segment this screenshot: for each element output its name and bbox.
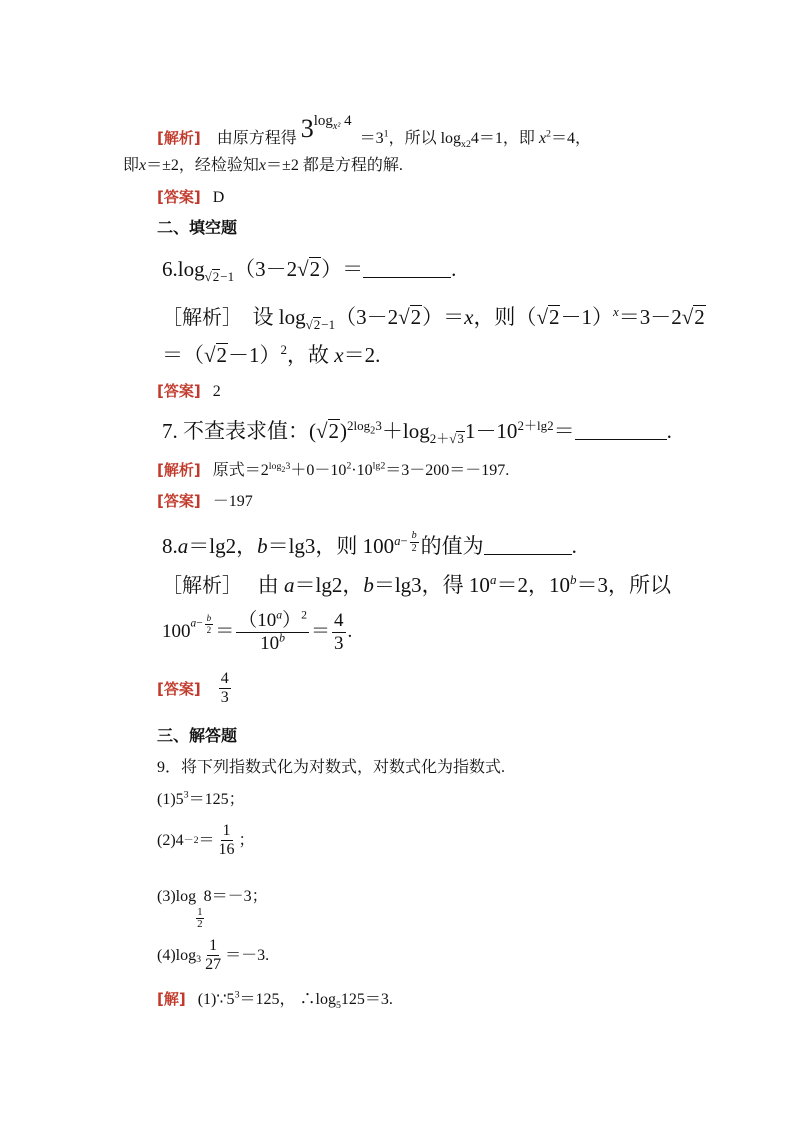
- analysis-label: ［解析］: [162, 305, 242, 329]
- q9-item-2: (2)4 －2 ＝ $\frac{1}{16}$ ；: [157, 822, 255, 859]
- answer-8: [157, 670, 233, 708]
- answer-label: [答案]: [157, 492, 201, 510]
- solution-8-line-2: 100 $^{a- \frac{b}{2}}$ ＝ $\frac{(10^a)^2}{10^b}$ ＝ $\frac{4}{3}$ .: [162, 608, 353, 654]
- fraction: $\frac{1}{27}$: [205, 937, 222, 974]
- fraction: $\frac{1}{16}$: [218, 822, 235, 859]
- section-answer-heading: 三、解答题: [157, 726, 238, 745]
- solution-6-line-1: ［解析］ 设 $\log_{√2-1}(3-2√2)=x$，则$(√2-1)^x=3-2√2$: [162, 304, 705, 333]
- solution-9: [解] $(1)\because 5^3=125$， $\therefore\log_5125=3$.: [157, 989, 393, 1012]
- answer-label: [答案]: [157, 188, 201, 206]
- answer-label: [答案]: [157, 382, 201, 400]
- fraction: $\frac{4}{3}$: [220, 670, 229, 707]
- analysis-label: [解析]: [157, 461, 201, 479]
- q9-item-1: $(1)5^3=125$；: [157, 789, 245, 808]
- fraction: $\frac{4}{3}$: [334, 610, 344, 654]
- text: 由原方程得: [216, 130, 297, 147]
- fraction: $\frac{(10^a)^2}{10^b}$: [238, 608, 308, 654]
- question-6: $6.\log_{√2-1}(3-2√2)=$ .: [162, 257, 457, 285]
- question-9-title: 9．将下列指数式化为对数式，对数式化为指数式.: [157, 759, 506, 776]
- answer-6: [答案] 2: [157, 382, 221, 400]
- exp-base: 3: [300, 114, 314, 143]
- answer-7: [答案] －197: [157, 492, 253, 510]
- answer-blank[interactable]: [575, 421, 667, 440]
- answer-label: [答案]: [157, 679, 201, 698]
- q9-item-3: (3)log $\frac{1}{2}$ 8＝－3；: [157, 888, 268, 930]
- answer-blank[interactable]: [363, 259, 451, 278]
- solution-8-line-1: ［解析］ 由 a＝lg2，b＝lg3，得 $10^a=2$，$10^b=3$，所以: [162, 572, 671, 597]
- solution-line-2: 即x＝±2，经检验知x＝±2 都是方程的解.: [123, 157, 403, 174]
- section-fill-blank-heading: 二、填空题: [157, 218, 238, 237]
- answer-blank[interactable]: [484, 536, 572, 555]
- solution-line-1: [解析] 由原方程得 $3\log_{x^2}$ $4 =3^1$，所以 $\log_{x2}4=1$，即 $x^2=4$，: [157, 113, 592, 151]
- analysis-label: [解析]: [157, 129, 201, 147]
- answer-5: [答案] D: [157, 188, 225, 206]
- question-8: 8.a＝lg2，b＝lg3，则 $100^{a- \frac{b}{2}}$ 的值为 .: [162, 530, 577, 558]
- analysis-label: ［解析］: [162, 573, 242, 597]
- exponent: $\log_{x^2} 4$: [313, 113, 352, 132]
- question-7: 7. 不查表求值：$(√2)^{2log_23}+\log_{2+√3}1-10^{2+lg2}=$ .: [162, 418, 672, 447]
- q9-item-4: (4)log $_3$ $\frac{1}{27}$ ＝－3.: [157, 937, 270, 974]
- solution-6-line-2: $=(√2-1)^2$，故 x＝2.: [162, 342, 381, 367]
- solution-7: [解析] 原式$=2^{log_23}+0-10^2\cdot 10^{lg2}=3-200=-197$.: [157, 460, 510, 479]
- solution-label: [解]: [157, 990, 186, 1008]
